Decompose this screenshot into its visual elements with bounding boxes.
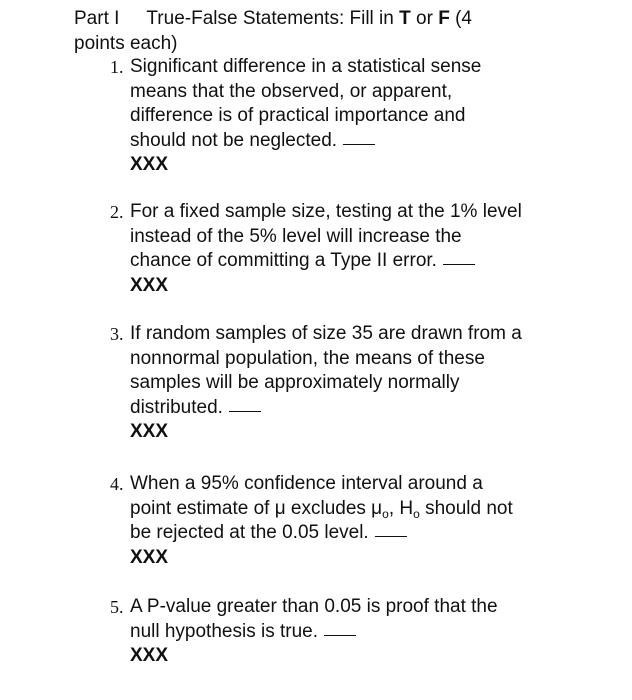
question-line-last [130, 396, 570, 421]
question-line: When a 95% confidence interval around a [130, 473, 483, 494]
question-line: distributed. [130, 396, 223, 418]
question-number: 2. [110, 202, 124, 222]
question-text [130, 322, 570, 420]
or-text: or [410, 8, 439, 29]
question-text [130, 472, 570, 546]
subscript-o: o [413, 506, 420, 521]
question-line: For a fixed sample size, testing at the 1% level [130, 201, 522, 222]
question-line-last [130, 620, 570, 645]
false-letter: F [438, 8, 450, 29]
question-text-fragment: , H [388, 497, 414, 519]
question-line: null hypothesis is true. [130, 620, 318, 642]
answer-text: XXX [130, 274, 169, 296]
question-line: should not be neglected. [130, 129, 338, 151]
question-line: samples will be approximately normally [130, 372, 460, 393]
answer-blank[interactable] [375, 536, 407, 537]
question-line: A P-value greater than 0.05 is proof that the [130, 596, 498, 617]
section-header [74, 6, 594, 56]
answer-blank[interactable] [229, 411, 261, 412]
question-line-last [130, 129, 570, 154]
part-label: Part I [74, 8, 120, 29]
question-number: 5. [110, 597, 124, 617]
answer-text: XXX [130, 421, 169, 442]
question-text [130, 55, 570, 153]
answer-blank[interactable] [343, 144, 375, 145]
question-4 [110, 472, 570, 570]
question-line-last [130, 521, 570, 546]
question-text-fragment: should not [419, 497, 513, 519]
question-line: means that the observed, or apparent, [130, 80, 453, 102]
question-3 [110, 322, 570, 444]
question-text [130, 200, 570, 274]
question-line: If random samples of size 35 are drawn from a [130, 323, 522, 344]
question-text-fragment: point estimate of μ excludes μ [130, 497, 383, 519]
question-line: nonnormal population, the means of these [130, 347, 485, 369]
title-suffix: (4 [449, 8, 472, 29]
answer-blank[interactable] [443, 264, 475, 265]
question-line: difference is of practical importance and [130, 105, 466, 126]
answer-text: XXX [130, 645, 169, 666]
header-line-1 [74, 6, 594, 31]
question-number: 4. [110, 474, 124, 494]
header-line-2: points each) [74, 33, 178, 54]
title-prefix: True-False Statements: Fill in [146, 8, 400, 29]
question-line: be rejected at the 0.05 level. [130, 522, 369, 543]
true-letter: T [399, 8, 411, 29]
answer-blank[interactable] [324, 635, 356, 636]
question-line [130, 497, 570, 522]
question-line: Significant difference in a statistical sense [130, 56, 482, 77]
question-1 [110, 55, 570, 177]
question-line: chance of committing a Type II error. [130, 250, 437, 271]
question-line-last [130, 249, 570, 274]
answer-text: XXX [130, 154, 169, 175]
question-5 [110, 595, 570, 668]
question-number: 3. [110, 324, 124, 344]
answer-text: XXX [130, 546, 169, 568]
question-text [130, 595, 570, 644]
question-number: 1. [110, 57, 124, 77]
subscript-o: o [382, 506, 389, 521]
question-line: instead of the 5% level will increase the [130, 225, 462, 247]
question-2 [110, 200, 570, 298]
